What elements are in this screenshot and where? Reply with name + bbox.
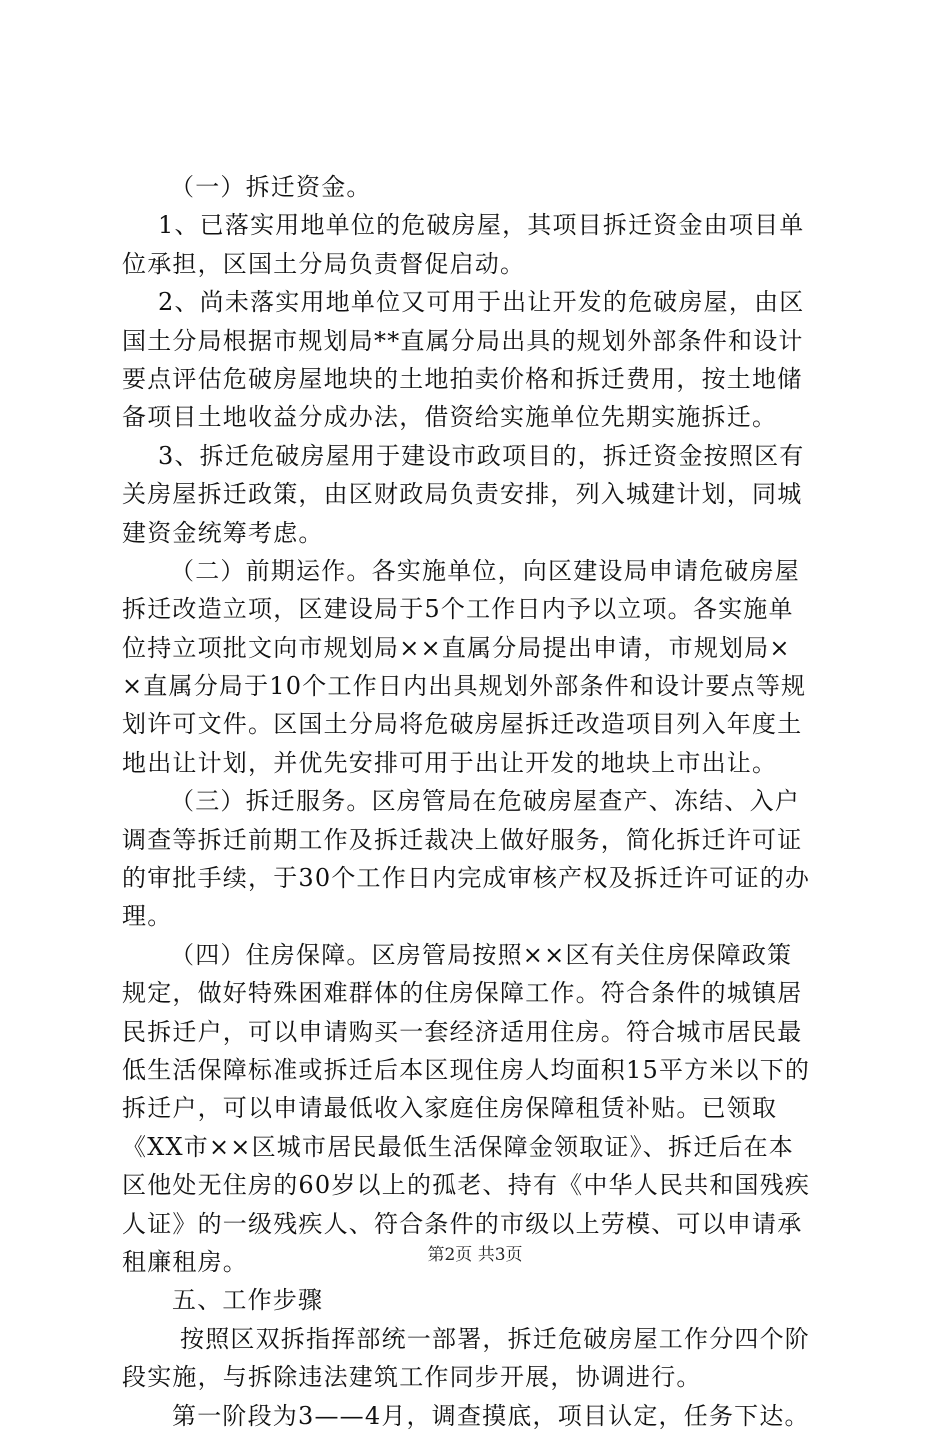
paragraph-line: 民拆迁户，可以申请购买一套经济适用住房。符合城市居民最 xyxy=(122,1017,803,1046)
paragraph-line: 拆迁改造立项，区建设局于5个工作日内予以立项。各实施单 xyxy=(122,595,794,624)
paragraph-line: 2、尚未落实用地单位又可用于出让开发的危破房屋，由区 xyxy=(158,288,805,317)
paragraph-heading-2: （二）前期运作。各实施单位，向区建设局申请危破房屋 xyxy=(170,556,800,585)
page-footer xyxy=(0,1243,950,1267)
paragraph-line: 理。 xyxy=(122,902,173,931)
paragraph-line: 《XX市××区城市居民最低生活保障金领取证》、拆迁后在本 xyxy=(122,1132,794,1161)
page-number: 第2页 共3页 xyxy=(427,1245,523,1265)
paragraph-line: 位承担，区国土分局负责督促启动。 xyxy=(122,249,526,278)
paragraph-line: 区他处无住房的60岁以上的孤老、持有《中华人民共和国残疾 xyxy=(122,1171,811,1200)
paragraph-line: 位持立项批文向市规划局××直属分局提出申请，市规划局× xyxy=(122,633,791,662)
paragraph-heading-3: （三）拆迁服务。区房管局在危破房屋查产、冻结、入户 xyxy=(170,787,800,816)
paragraph-line: 租廉租房。 xyxy=(122,1247,248,1276)
paragraph-line: 的审批手续，于30个工作日内完成审核产权及拆迁许可证的办 xyxy=(122,864,811,893)
paragraph-heading-1: （一）拆迁资金。 xyxy=(170,173,372,201)
paragraph-line: ×直属分局于10个工作日内出具规划外部条件和设计要点等规 xyxy=(122,672,807,701)
paragraph-line: 第一阶段为3——4月，调查摸底，项目认定，任务下达。 xyxy=(172,1401,810,1430)
paragraph-line: 人证》的一级残疾人、符合条件的市级以上劳模、可以申请承 xyxy=(122,1209,803,1238)
paragraph-line: 要点评估危破房屋地块的土地拍卖价格和拆迁费用，按土地储 xyxy=(122,364,803,393)
paragraph-line: 按照区双拆指挥部统一部署，拆迁危破房屋工作分四个阶 xyxy=(180,1324,810,1353)
paragraph-line: 地出让计划，并优先安排可用于出让开发的地块上市出让。 xyxy=(122,748,778,777)
section-heading: 五、工作步骤 xyxy=(172,1286,324,1315)
paragraph-line: 备项目土地收益分成办法，借资给实施单位先期实施拆迁。 xyxy=(122,403,778,432)
paragraph-line: 拆迁户，可以申请最低收入家庭住房保障租赁补贴。已领取 xyxy=(122,1094,778,1123)
paragraph-line: 建资金统筹考虑。 xyxy=(122,518,324,547)
paragraph-line: 低生活保障标准或拆迁后本区现住房人均面积15平方米以下的 xyxy=(122,1055,811,1084)
paragraph-line: 划许可文件。区国土分局将危破房屋拆迁改造项目列入年度土 xyxy=(122,710,803,739)
paragraph-heading-4: （四）住房保障。区房管局按照××区有关住房保障政策 xyxy=(170,940,793,969)
paragraph-line: 调查等拆迁前期工作及拆迁裁决上做好服务，简化拆迁许可证 xyxy=(122,825,803,854)
paragraph-line: 国土分局根据市规划局**直属分局出具的规划外部条件和设计 xyxy=(122,326,804,355)
paragraph-line: 关房屋拆迁政策，由区财政局负责安排，列入城建计划，同城 xyxy=(122,480,803,509)
paragraph-line: 规定，做好特殊困难群体的住房保障工作。符合条件的城镇居 xyxy=(122,979,803,1008)
paragraph-line: 1、已落实用地单位的危破房屋，其项目拆迁资金由项目单 xyxy=(158,211,805,240)
paragraph-line: 3、拆迁危破房屋用于建设市政项目的，拆迁资金按照区有 xyxy=(158,441,805,470)
paragraph-line: 段实施，与拆除违法建筑工作同步开展，协调进行。 xyxy=(122,1363,702,1392)
